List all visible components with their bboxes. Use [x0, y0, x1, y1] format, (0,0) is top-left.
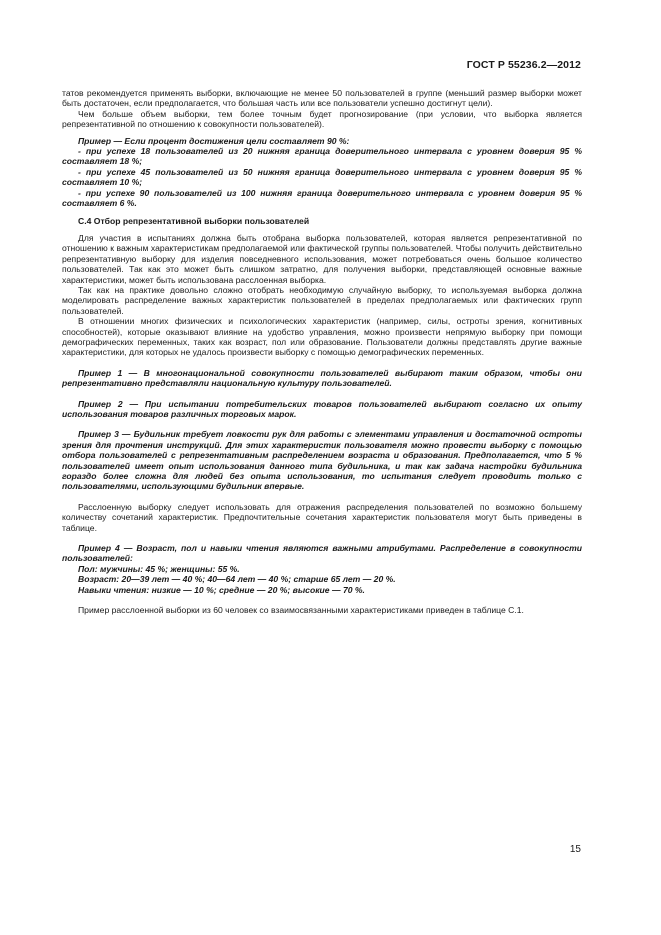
paragraph-random-sample: Так как на практике довольно сложно отобрать необходимую случайную выборку, то используемая выборка должна моделировать распределение важных характеристик пользователей в пределах предполагаемых или фактических групп пользователей. [62, 284, 582, 316]
example-confidence-block [62, 136, 582, 209]
example-4-line: Возраст: 20—39 лет — 40 %; 40—64 лет — 40 %; старше 65 лет — 20 %. [78, 574, 396, 585]
example-item: - при успехе 18 пользователей из 20 нижняя граница доверительного интервала с уровнем доверия 95 % составляет 18 %; [62, 146, 582, 167]
example-intro: Пример — Если процент достижения цели составляет 90 %: [78, 135, 350, 146]
example-1: Пример 1 — В многонациональной совокупности пользователей выбирают таким образом, чтобы они репрезентативно представляли национальную культуру пользователей. [62, 367, 582, 389]
example-4-line: Пол: мужчины: 45 %; женщины: 55 %. [78, 563, 240, 574]
document-standard-id: ГОСТ Р 55236.2—2012 [466, 59, 581, 71]
example-4-line: Навыки чтения: низкие — 10 %; средние — 20 %; высокие — 70 %. [78, 584, 365, 595]
paragraph-characteristics: В отношении многих физических и психологических характеристик (например, силы, остроты зрения, когнитивных способностей), которые оказывают влияние на удобство управления, можно произвести непрямую выборку при помощи демографических переменных, таких как возраст, пол или образование. Пользователи должны представлять другие важные характеристики, для которых не удалось произвести выборку с помощью демографических переменных. [62, 316, 582, 358]
paragraph-table-reference: Пример расслоенной выборки из 60 человек со взаимосвязанными характеристиками приведен в таблице С.1. [78, 605, 524, 616]
section-heading: С.4 Отбор репрезентативной выборки пользователей [78, 216, 310, 227]
example-3: Пример 3 — Будильник требует ловкости рук для работы с элементами управления и достаточной остроты зрения для прочтения инструкций. Для этих характеристик пользователя можно провести выборку с помощью отбора пользователей с репрезентативным распределением возраста и образования. Предполагается, что 5 % пользователей имеет опыт использования данного типа будильника, и так как задача настройки будильника гораздо более сложна для людей без опыта использования, то испытания следует проводить только с пользователями, использующими будильник впервые. [62, 429, 582, 492]
page-body [62, 88, 582, 615]
example-2: Пример 2 — При испытании потребительских товаров пользователей выбирают согласно их опыту использования товаров различных торговых марок. [62, 398, 582, 419]
paragraph-representative-sample: Для участия в испытаниях должна быть отобрана выборка пользователей, которая является репрезентативной по отношению к важным характеристикам предполагаемой или фактической группы пользователей. Чтобы получить действительно репрезентативную выборку для изделия повседневного использования, может потребоваться очень большое количество пользователей. Так как это может быть слишком затратно, для получения выборки, представляющей основные важные характеристики, может быть использована расслоенная выборка. [62, 232, 582, 285]
paragraph-sample-size: Чем больше объем выборки, тем более точным будет прогнозирование (при условии, что выборка является репрезентативной по отношению к совокупности пользователей). [62, 108, 582, 130]
example-item: - при успехе 45 пользователей из 50 нижняя граница доверительного интервала с уровнем доверия 95 % составляет 10 %; [62, 166, 582, 188]
example-item: - при успехе 90 пользователей из 100 нижняя граница доверительного интервала с уровнем доверия 95 % составляет 6 %. [62, 187, 582, 209]
example-4-block [62, 543, 582, 595]
paragraph-stratified-sample: Расслоенную выборку следует использовать для отражения распределения пользователей по возможно большему количеству сочетаний характеристик. Предпочтительные сочетания характеристик пользователя могут быть приведены в таблице. [62, 501, 582, 533]
page-number: 15 [569, 844, 581, 855]
paragraph-continuation: татов рекомендуется применять выборки, включающие не менее 50 пользователей в группе (меньший размер выборки может быть достаточен, если предполагается, что большая часть или все пользователи успешно достигнут цели). [62, 88, 582, 109]
example-4-intro: Пример 4 — Возраст, пол и навыки чтения являются важными атрибутами. Распределение в совокупности пользователей: [62, 543, 582, 564]
